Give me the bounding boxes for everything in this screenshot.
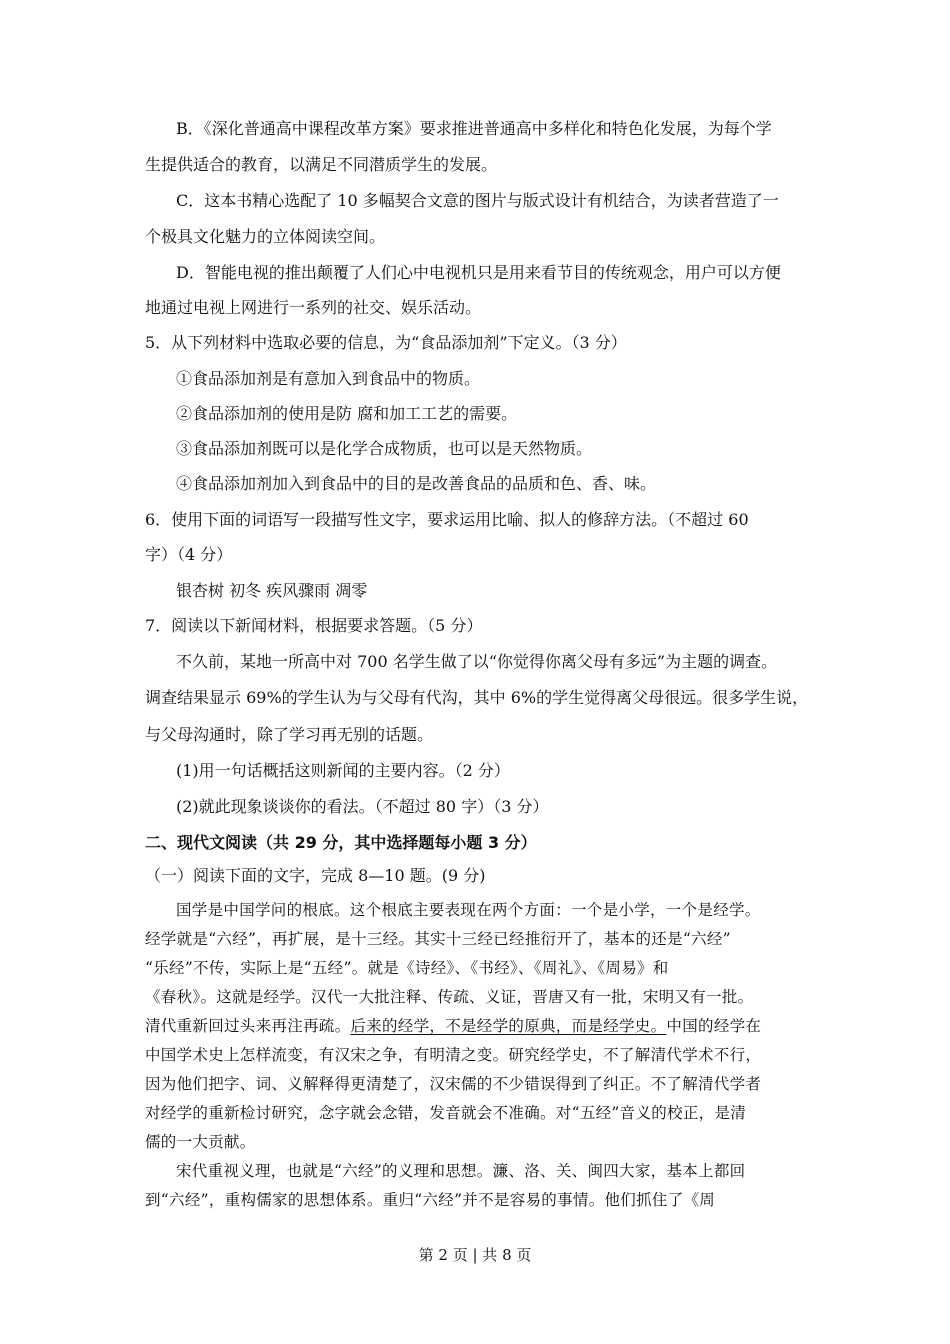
- passage-line-8: 对经学的重新检讨研究，念字就会念错，发音就会不准确。对“五经”音义的校正，是清: [145, 1104, 747, 1122]
- q7-sub-question-2: (2)就此现象谈谈你的看法。（不超过 80 字）（3 分）: [176, 797, 549, 816]
- q7-sub-question-1: (1)用一句话概括这则新闻的主要内容。（2 分）: [176, 761, 510, 780]
- q7-news-line2: 调查结果显示 69%的学生认为与父母有代沟，其中 6%的学生觉得离父母很远。很多学生说，: [145, 688, 809, 707]
- q6-prompt-line2: 字）（4 分）: [145, 545, 233, 564]
- q4-option-d-line2: 地通过电视上网进行一系列的社交、娱乐活动。: [145, 298, 482, 317]
- q4-option-c-line1: C．这本书精心选配了 10 多幅契合文意的图片与版式设计有机结合，为读者营造了一: [176, 191, 779, 210]
- q5-item-4: ④食品添加剂加入到食品中的目的是改善食品的品质和色、香、味。: [176, 474, 657, 493]
- q6-prompt-line1: 6．使用下面的词语写一段描写性文字，要求运用比喻、拟人的修辞方法。（不超过 60: [145, 510, 749, 529]
- passage-line-10: 宋代重视义理，也就是“六经”的义理和思想。濂、洛、关、闽四大家，基本上都回: [176, 1162, 746, 1180]
- underlined-sentence: 后来的经学，不是经学的原典，而是经学史。: [350, 1017, 667, 1035]
- passage-line-1: 国学是中国学问的根底。这个根底主要表现在两个方面：一个是小学，一个是经学。: [176, 901, 761, 919]
- passage-line-2: 经学就是“六经”，再扩展，是十三经。其实十三经已经推衍开了，基本的还是“六经”: [145, 930, 731, 948]
- q7-news-line3: 与父母沟通时，除了学习再无别的话题。: [145, 725, 434, 744]
- passage-line-7: 因为他们把字、词、义解释得更清楚了，汉宋儒的不少错误得到了纠正。不了解清代学者: [145, 1075, 762, 1093]
- passage-line-5-pre: 清代重新回过头来再注再疏。: [145, 1017, 351, 1035]
- q7-news-line1: 不久前，某地一所高中对 700 名学生做了以“你觉得你离父母有多远”为主题的调查。: [176, 652, 778, 671]
- passage-line-5-post: 中国的经学在: [666, 1017, 762, 1035]
- passage-line-9: 儒的一大贡献。: [145, 1133, 256, 1151]
- q4-option-b-line2: 生提供适合的教育，以满足不同潜质学生的发展。: [145, 155, 498, 174]
- passage-line-11: 到“六经”，重构儒家的思想体系。重归“六经”并不是容易的事情。他们抓住了《周: [145, 1191, 716, 1209]
- q4-option-d-line1: D．智能电视的推出颠覆了人们心中电视机只是用来看节目的传统观念，用户可以方便: [176, 263, 781, 282]
- passage-line-6: 中国学术史上怎样流变，有汉宋之争，有明清之变。研究经学史，不了解清代学术不行，: [145, 1046, 762, 1064]
- q5-item-1: ①食品添加剂是有意加入到食品中的物质。: [176, 369, 481, 388]
- passage-line-3: “乐经”不传，实际上是“五经”。就是《诗经》、《书经》、《周礼》、《周易》和: [145, 959, 669, 977]
- page-footer: 第 2 页 | 共 8 页: [418, 1246, 532, 1264]
- section-heading: 二、现代文阅读（共 29 分，其中选择题每小题 3 分）: [145, 833, 537, 852]
- q5-item-3: ③食品添加剂既可以是化学合成物质，也可以是天然物质。: [176, 439, 593, 458]
- passage-line-5: [145, 1016, 761, 1036]
- q5-item-2: ②食品添加剂的使用是防 腐和加工工艺的需要。: [176, 404, 518, 423]
- q6-words: 银杏树 初冬 疾风骤雨 凋零: [176, 581, 368, 600]
- q5-prompt: 5．从下列材料中选取必要的信息，为“食品添加剂”下定义。（3 分）: [145, 333, 627, 352]
- section-sub-heading: （一）阅读下面的文字，完成 8—10 题。(9 分): [145, 866, 486, 885]
- passage-line-4: 《春秋》。这就是经学。汉代一大批注释、传疏、义证，晋唐又有一批，宋明又有一批。: [145, 988, 754, 1006]
- q7-prompt: 7．阅读以下新闻材料，根据要求答题。（5 分）: [145, 616, 483, 635]
- q4-option-b-line1: B．《深化普通高中课程改革方案》要求推进普通高中多样化和特色化发展，为每个学: [176, 119, 772, 138]
- q4-option-c-line2: 个极具文化魅力的立体阅读空间。: [145, 227, 386, 246]
